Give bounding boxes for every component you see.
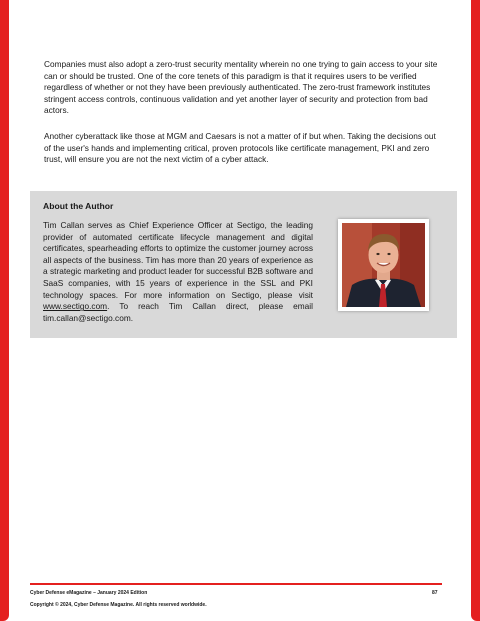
author-photo xyxy=(338,219,429,311)
author-portrait-icon xyxy=(342,223,425,307)
left-accent-bar xyxy=(0,0,9,621)
body-paragraph-2: Another cyberattack like those at MGM and Caesars is not a matter of if but when. Taking the decisions out of the user's hands and implementing critical, proven protocols like certificate management, PKI and zero trust, will ensure you are not the next victim of a cyber attack. xyxy=(44,131,436,165)
footer-copyright: Copyright © 2024, Cyber Defense Magazine. All rights reserved worldwide. xyxy=(30,602,207,608)
about-author-heading: About the Author xyxy=(43,201,114,211)
author-bio xyxy=(43,220,313,324)
page-number: 87 xyxy=(432,590,438,596)
author-bio-contact: . To reach Tim Callan direct, please email tim.callan@sectigo.com. xyxy=(43,301,313,323)
author-bio-text: Tim Callan serves as Chief Experience Officer at Sectigo, the leading provider of automated certificate lifecycle management and digital certificates, spearheading efforts to optimize the customer journey across all aspects of the business. Tim has more than 20 years of experience as a strategic marketing and product leader for successful B2B software and SaaS companies, with 15 years of experience in the SSL and PKI technology spaces. For more information on Sectigo, please visit xyxy=(43,220,313,300)
sectigo-website-link[interactable]: www.sectigo.com xyxy=(43,301,108,312)
footer-edition: Cyber Defense eMagazine – January 2024 Edition xyxy=(30,590,148,596)
right-accent-bar xyxy=(471,0,480,621)
about-author-box xyxy=(30,191,457,338)
footer-rule xyxy=(30,583,442,585)
body-paragraph-1: Companies must also adopt a zero-trust security mentality wherein no one trying to gain access to your site can or should be trusted. One of the core tenets of this paradigm is that it requires users to be verified regardless of whether or not they have been previously authenticated. The zero-trust framework institutes stringent access controls, continuous validation and yet another layer of security and protection from bad actors. xyxy=(44,59,438,116)
